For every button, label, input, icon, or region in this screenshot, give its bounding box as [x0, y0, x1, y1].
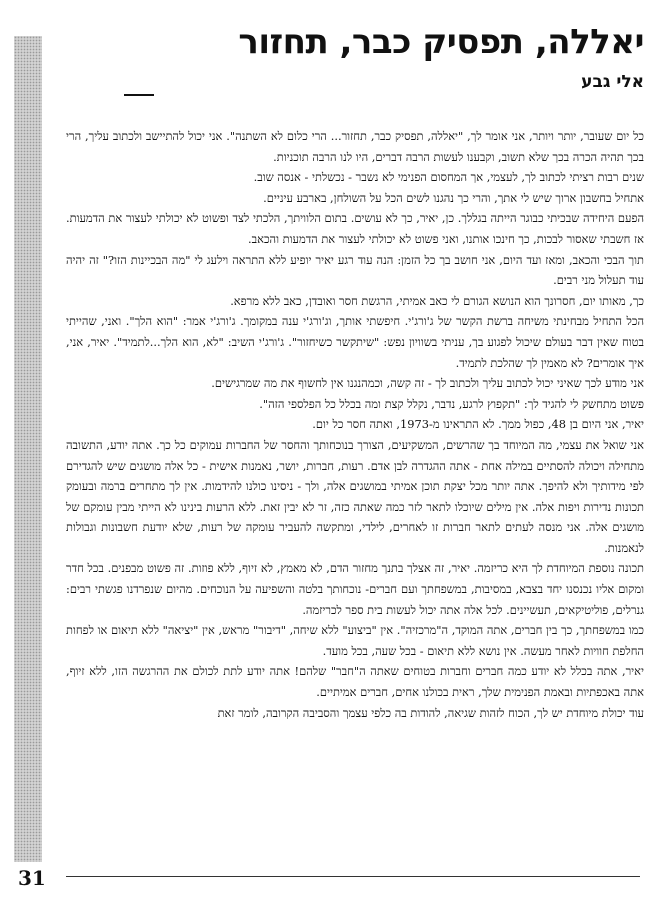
paragraph: יאיר, אני היום בן 48, כפול ממך. לא התראינו מ-1973, ואתה חסר כל יום.: [312, 417, 644, 432]
paragraph: יאיר, אתה בכלל לא יודע כמה חברים וחברות בטוחים שאתה ה"חבר" שלהם! אתה יודע לתת לכולם את ההרגשה הזו, ללא זיוף, אתה באכפתיות ובאמת הפנימית שלך, ראית בכולנו אחים, חברים אמיתיים.: [66, 664, 644, 700]
paragraph: אתחיל בחשבון ארוך שיש לי אתך, והרי כך נהגנו לשים הכל על השולחן, בארבע עיניים.: [263, 190, 644, 205]
paragraph: כל יום שעובר, יותר ויותר, אני אומר לך, "יאללה, תפסיק כבר, תחזור... הרי כלום לא השתנה". אני יכול להתיישב ולכתוב עליך, הרי בכך תהיה הכרה בכך שלא תשוב, וקבענו לעשות הרבה דברים, היו לנו הרבה תוכניות.: [66, 129, 644, 164]
page-number: 31: [18, 866, 46, 890]
paragraph: כמו במשפחתך, כך בין חברים, אתה המוקד, ה"מרכזיה". אין "ביצוע" ללא שיחה, "דיבור" מראש, אין "יציאה" ללא תיאום או לפחות החלפת חוויות לאחר מעשה. אין נושא ללא תיאום - בכל שעה, בכל מועד.: [66, 623, 644, 658]
paragraph: אני מודע לכך שאיני יכול לכתוב עליך ולכתוב לך - זה קשה, וכמהנגנו אין לחשוף את מה שמרגישים.: [211, 376, 644, 391]
paragraph: תכונה נוספת המיוחדת לך היא כריזמה. יאיר, זה אצלך בתנך מחזור הדם, לא מאמץ, לא זיוף, ללא פוזות. זה פשוט מבפנים. בכל חדר ומקום אליו נכנסנו יחד בצבא, במסיבות, במשפחתך ועם חברים- נוכחותך בלטה והשפיעה על הנוכחים. מהיום שנפרדנו פגשתי רבים: גנרלים, פוליטיקאים, תעשיינים. לכל אלה אתה יכול לעשות בית ספר לכריזמה.: [66, 561, 644, 617]
decorative-side-bar: [14, 36, 42, 862]
author-name: אלי גבע: [581, 72, 644, 92]
footer-rule: [66, 876, 640, 877]
article-body: [66, 126, 644, 723]
paragraph: אני שואל את עצמי, מה המיוחד בך שהרשים, המשקיעים, הצורך בנוכחותך והחסר של החברות עמוקים כל כך. אתה יודע, התשובה מתחילה ויכולה להסתיים במילה אחת - אתה ההגדרה לבן אדם. רעות, חברות, יושר, נאמנות אישית - כל אלה מושגים שיש להגדירם לפי מידותיך ולא להיפך. אתה יותר מכל יצקת תוכן אמיתי במושגים אלה, ולך - ניסינו כולנו להידמות. אין לך מתחרים ברמה ובעומק תכונות נדירות ויפות אלה. אין מילים שיוכלו לתאר לזר כמה שאתה כזה, זר לא יבין זאת. ללא הרעות בינינו לא הייתי מבין עומקם של מושגים אלה. אני מנסה לעתים לתאר חברות זו לאחרים, לילדי, ומתקשה להעביר עומקה של רעות, שלא יודעת חשבונות וגבולות לנאמנות.: [66, 437, 644, 555]
paragraph: הפעם היחידה שבכיתי כבוגר הייתה בגללך. כן, יאיר, כך לא עושים. בתום הלוויתך, הלכתי לצד ופשוט לא יכולתי לעצור את הדמעות. אז חשבתי שאסור לבכות, כך חינכו אותנו, ואני פשוט לא יכולתי לעצור את הדמעות והכאב.: [66, 211, 644, 246]
paragraph: שנים רבות רציתי לכתוב לך, לעצמי, אך המחסום הפנימי לא נשבר - נכשלתי - אנסה שוב.: [253, 170, 644, 185]
paragraph: עוד יכולת מיוחדת יש לך, הכוח לזהות שגיאה, להודות בה כלפי עצמך והסביבה הקרובה, לומר זאת: [217, 705, 644, 720]
paragraph: תוך הבכי והכאב, ומאז ועד היום, אני חושב בך כל הזמן: הנה עוד רגע יאיר יופיע ללא התראה וילעג לי "מה הבכיינות הזו?" זה יהיה עוד תעלול מני רבים.: [66, 252, 644, 288]
paragraph: כך, מאותו יום, חסרונך הוא הנושא הגורם לי כאב אמיתי, הרגשת חסר ואובדן, כאב ללא מרפא.: [230, 293, 644, 308]
paragraph: פשוט מתחשק לי להגיד לך: "תקפוץ לרגע, נדבר, נקלל קצת ומה בכלל כל הפלספי הזה".: [259, 396, 644, 411]
paragraph: הכל התחיל מבחינתי משיחה ברשת הקשר של ג'ורג'י. חיפשתי אותך, וג'ורג'י ענה במקומך. ג'ורג'י אמר: "הוא הלך". ואני, שהייתי בטוח שאין דבר בעולם שיכול לפגוע בך, עניתי בשוויון נפש: "שיתקשר כשיחזור". ג'ורג'י השיב: "לא, הוא הלך...לתמיד". יאיר, אני, איך אומרים? לא מאמין לך שהלכת לתמיד.: [66, 314, 644, 370]
article-title: יאללה, תפסיק כבר, תחזור: [238, 22, 644, 62]
author-underline: [124, 94, 154, 96]
